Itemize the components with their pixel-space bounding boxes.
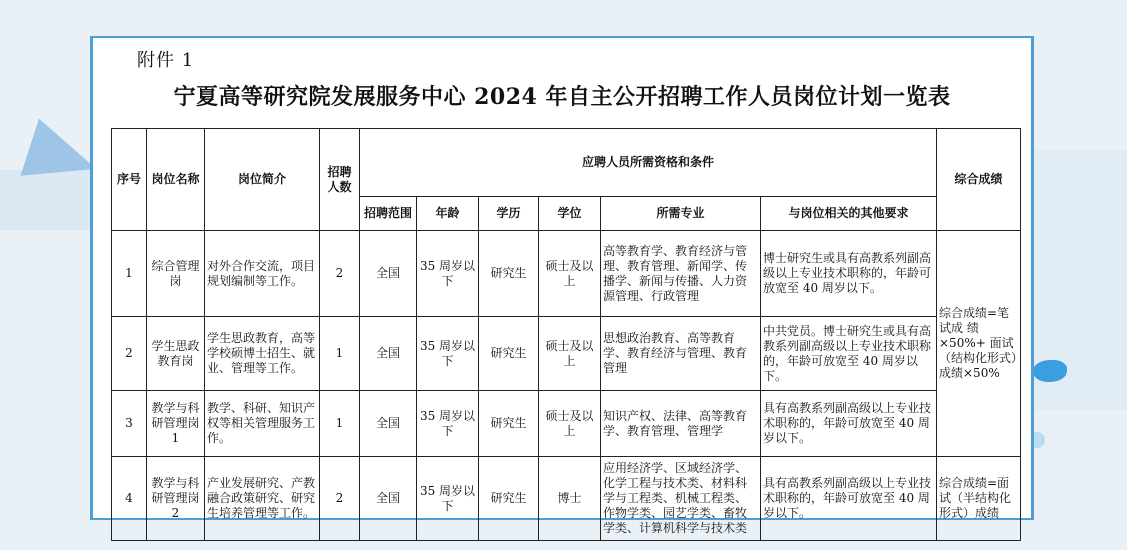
cell-scope: 全国: [360, 231, 417, 317]
cell-other: 具有高教系列副高级以上专业技术职称的，年龄可放宽至 40 周岁以下。: [761, 457, 937, 541]
header-row: [112, 129, 1021, 197]
cell-age: 35 周岁以下: [417, 457, 479, 541]
header-intro: 岗位简介: [205, 129, 320, 231]
cell-position: 综合管理岗: [147, 231, 205, 317]
cell-position: 学生思政教育岗: [147, 317, 205, 391]
cell-intro: 教学、科研、知识产权等相关管理服务工作。: [205, 391, 320, 457]
cell-seq: 2: [112, 317, 147, 391]
cell-intro: 产业发展研究、产教融合政策研究、研究生培养管理等工作。: [205, 457, 320, 541]
header-position: 岗位名称: [147, 129, 205, 231]
header-other: 与岗位相关的其他要求: [761, 197, 937, 231]
table-row: [112, 317, 1021, 391]
table-row: [112, 457, 1021, 541]
cell-count: 1: [320, 317, 360, 391]
cell-intro: 对外合作交流，项目规划编制等工作。: [205, 231, 320, 317]
header-score: 综合成绩: [937, 129, 1021, 231]
cell-education: 研究生: [479, 391, 539, 457]
cell-degree: 硕士及以上: [539, 317, 601, 391]
cell-score-group-1: 综合成绩=笔试成 绩 ×50%+ 面试（结构化形式）成绩×50%: [937, 231, 1021, 457]
cell-position: 教学与科研管理岗 2: [147, 457, 205, 541]
cell-degree: 博士: [539, 457, 601, 541]
cell-age: 35 周岁以下: [417, 317, 479, 391]
header-age: 年龄: [417, 197, 479, 231]
cell-other: 具有高教系列副高级以上专业技术职称的，年龄可放宽至 40 周岁以下。: [761, 391, 937, 457]
decorative-blob: [1033, 360, 1067, 382]
cell-score-group-2: 综合成绩=面试（半结构化形式）成绩: [937, 457, 1021, 541]
cell-other: 中共党员。博士研究生或具有高教系列副高级以上专业技术职称的，年龄可放宽至 40 周岁以下。: [761, 317, 937, 391]
cell-seq: 4: [112, 457, 147, 541]
cell-count: 2: [320, 457, 360, 541]
cell-scope: 全国: [360, 457, 417, 541]
cell-education: 研究生: [479, 231, 539, 317]
cell-education: 研究生: [479, 457, 539, 541]
header-degree: 学位: [539, 197, 601, 231]
cell-age: 35 周岁以下: [417, 391, 479, 457]
cell-scope: 全国: [360, 317, 417, 391]
cell-intro: 学生思政教育，高等学校硕博士招生、就业、管理等工作。: [205, 317, 320, 391]
cell-count: 2: [320, 231, 360, 317]
header-scope: 招聘范围: [360, 197, 417, 231]
header-conditions: 应聘人员所需资格和条件: [360, 129, 937, 197]
cell-major: 思想政治教育、高等教育学、教育经济与管理、教育管理: [601, 317, 761, 391]
cell-major: 高等教育学、教育经济与管理、教育管理、新闻学、传播学、新闻与传播、人力资源管理、行政管理: [601, 231, 761, 317]
header-count: 招聘人数: [320, 129, 360, 231]
position-plan-table: [111, 128, 1021, 541]
page-title: 宁夏高等研究院发展服务中心 2024 年自主公开招聘工作人员岗位计划一览表: [173, 84, 951, 110]
cell-seq: 1: [112, 231, 147, 317]
cell-degree: 硕士及以上: [539, 391, 601, 457]
document-page: [90, 36, 1034, 535]
cell-major: 应用经济学、区域经济学、化学工程与技术类、材料科学与工程类、机械工程类、作物学类、园艺学类、畜牧学类、计算机科学与技术类: [601, 457, 761, 541]
header-education: 学历: [479, 197, 539, 231]
attachment-label: 附件 1: [137, 50, 195, 71]
header-seq: 序号: [112, 129, 147, 231]
table-row: [112, 231, 1021, 317]
cell-other: 博士研究生或具有高教系列副高级以上专业技术职称的，年龄可放宽至 40 周岁以下。: [761, 231, 937, 317]
header-major: 所需专业: [601, 197, 761, 231]
cell-count: 1: [320, 391, 360, 457]
cell-scope: 全国: [360, 391, 417, 457]
cell-position: 教学与科研管理岗 1: [147, 391, 205, 457]
table-row: [112, 391, 1021, 457]
cell-seq: 3: [112, 391, 147, 457]
cell-degree: 硕士及以上: [539, 231, 601, 317]
cell-age: 35 周岁以下: [417, 231, 479, 317]
cell-education: 研究生: [479, 317, 539, 391]
cell-major: 知识产权、法律、高等教育学、教育管理、管理学: [601, 391, 761, 457]
